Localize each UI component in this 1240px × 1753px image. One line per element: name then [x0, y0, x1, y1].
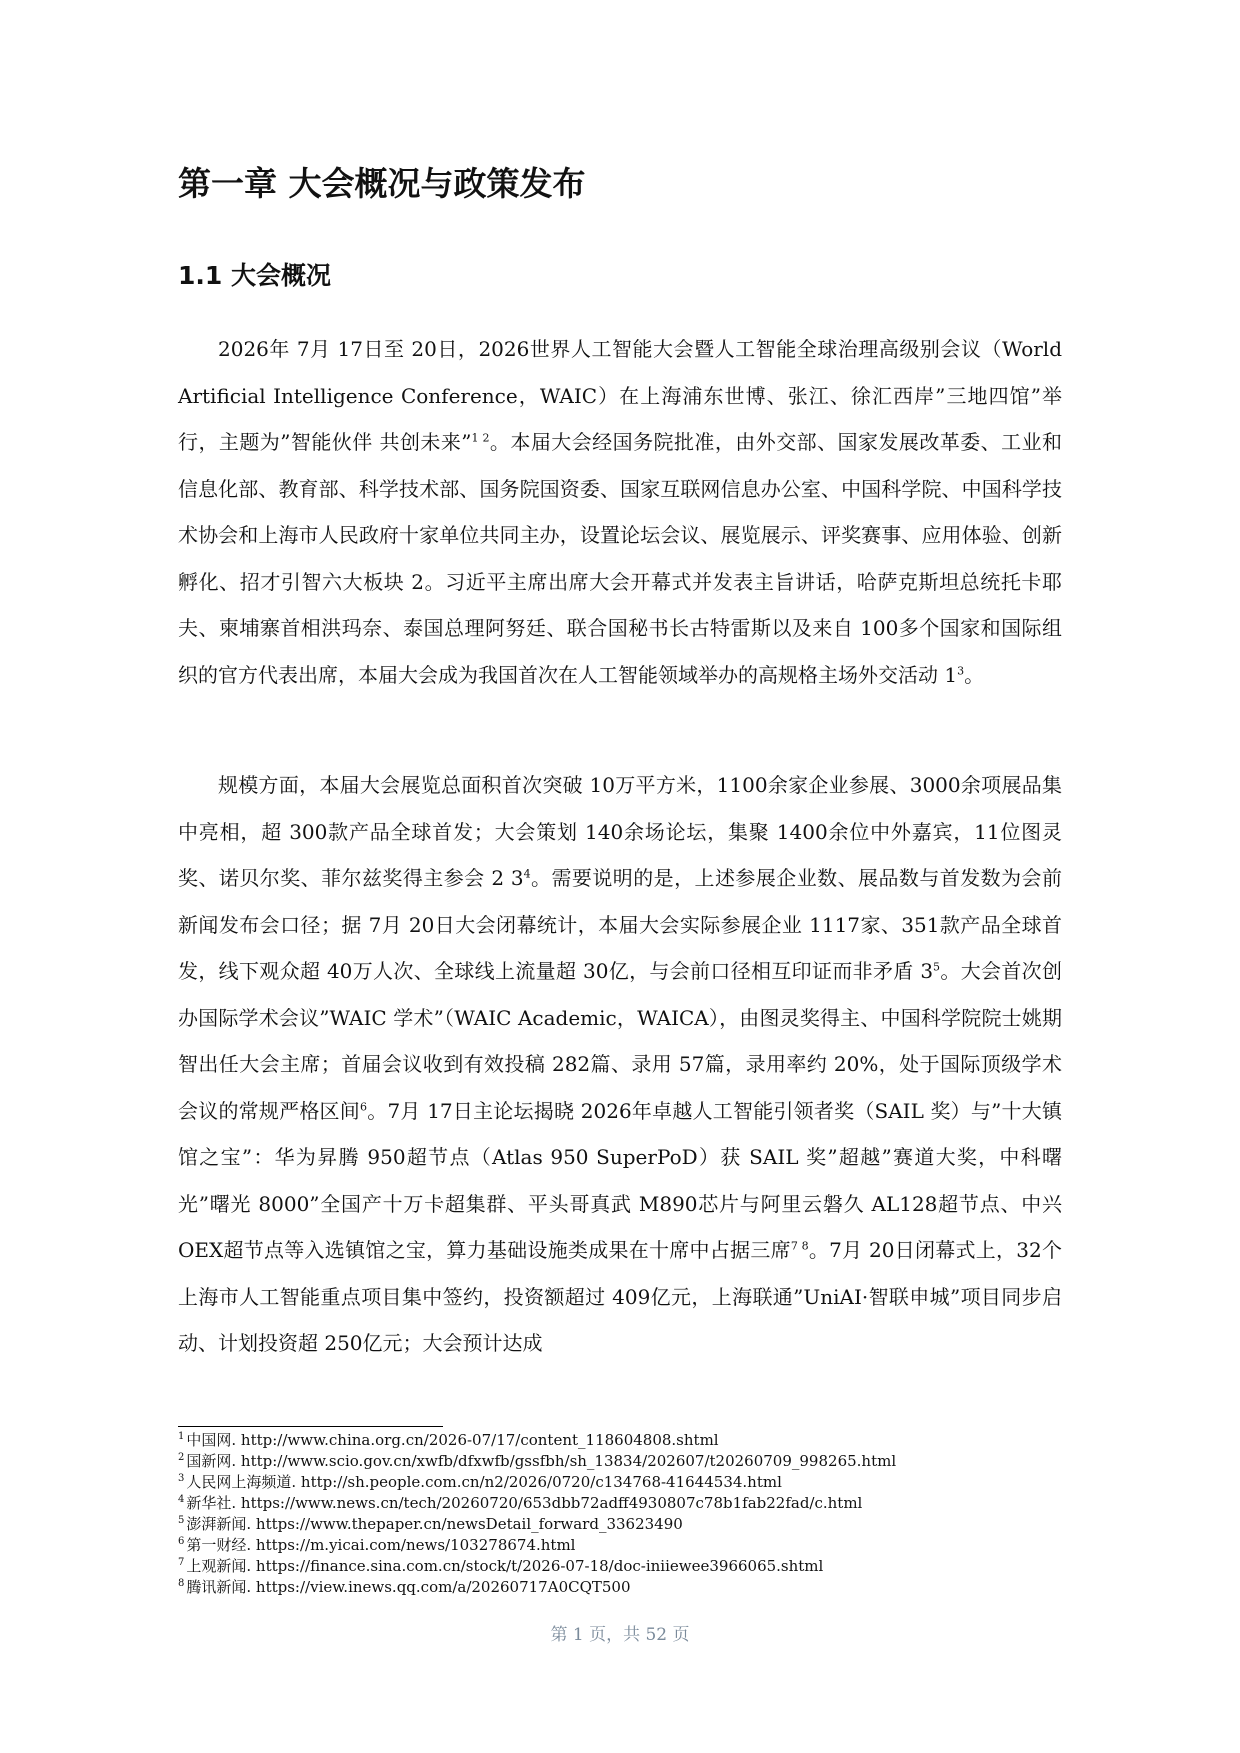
footnote-item [178, 1430, 1062, 1451]
footnote-text[interactable]: 腾讯新闻. https://view.inews.qq.com/a/20260717A0CQT500 [186, 1578, 631, 1596]
text-run: 。 [964, 662, 985, 687]
section-title: 1.1 大会概况 [178, 261, 331, 290]
page-number: 第 1 页，共 52 页 [550, 1625, 690, 1645]
footnote-text[interactable]: 新华社. https://www.news.cn/tech/20260720/653dbb72adff4930807c78b1fab22fad/c.html [186, 1494, 863, 1512]
footnote-divider [178, 1426, 443, 1427]
text-run: 。需要说明的是，上述参展企业数、展品数与首发数为会前新闻发布会口径；据 7月 20日大会闭幕统计，本届大会实际参展企业 1117家、351款产品全球首发，线下观众超 40万人次、全球线上流量超 30亿，与会前口径相互印证而非矛盾 3 [178, 866, 1062, 983]
footnote-item [178, 1514, 1062, 1535]
citation-marker[interactable]: 6 [360, 1099, 367, 1113]
body-paragraph-2 [178, 762, 1062, 1367]
footnote-number: 7 [178, 1557, 185, 1568]
footnote-item [178, 1535, 1062, 1556]
footnote-number: 5 [178, 1515, 185, 1526]
text-run: 2026年 7月 17日至 20日，2026世界人工智能大会暨人工智能全球治理高级别会议（World Artificial Intelligence Conference，WAIC）在上海浦东世博、张江、徐汇西岸”三地四馆”举行，主题为”智能伙伴 共创未来” [178, 337, 1062, 454]
citation-marker[interactable]: 7 8 [790, 1239, 809, 1253]
footnote-number: 3 [178, 1473, 185, 1484]
footnote-text[interactable]: 人民网上海频道. http://sh.people.com.cn/n2/2026/0720/c134768-41644534.html [186, 1473, 782, 1491]
footnote-item [178, 1472, 1062, 1493]
footnote-number: 6 [178, 1536, 185, 1547]
footnote-text[interactable]: 澎湃新闻. https://www.thepaper.cn/newsDetail_forward_33623490 [186, 1515, 683, 1533]
text-run: 规模方面，本届大会展览总面积首次突破 10万平方米，1100余家企业参展、3000余项展品集中亮相，超 300款产品全球首发；大会策划 140余场论坛，集聚 1400余位中外嘉宾，11位图灵奖、诺贝尔奖、菲尔兹奖得主参会 2 3 [178, 773, 1062, 890]
footnote-number: 4 [178, 1494, 185, 1505]
citation-marker[interactable]: 4 [523, 867, 531, 881]
footnote-item [178, 1493, 1062, 1514]
body-paragraph-1 [178, 326, 1062, 698]
footnote-number: 8 [178, 1578, 185, 1589]
footnote-number: 1 [178, 1431, 185, 1442]
citation-marker[interactable]: 5 [933, 960, 941, 974]
text-run: 。7月 20日闭幕式上，32个上海市人工智能重点项目集中签约，投资额超过 409亿元，上海联通”UniAI·智联申城”项目同步启动、计划投资超 250亿元；大会预计达成 [178, 1238, 1063, 1355]
citation-marker[interactable]: 1 2 [471, 431, 490, 445]
text-run: 。大会首次创办国际学术会议”WAIC 学术”（WAIC Academic，WAICA），由图灵奖得主、中国科学院院士姚期智出任大会主席；首届会议收到有效投稿 282篇、录用 57篇，录用率约 20%，处于国际顶级学术会议的常规严格区间 [178, 959, 1062, 1123]
text-run: 。7月 17日主论坛揭晓 2026年卓越人工智能引领者奖（SAIL 奖）与”十大镇馆之宝”：华为昇腾 950超节点（Atlas 950 SuperPoD）获 SAIL 奖”超越”赛道大奖，中科曙光”曙光 8000”全国产十万卡超集群、平头哥真武 M890芯片与阿里云磐久 AL128超节点、中兴 OEX超节点等入选镇馆之宝，算力基础设施类成果在十席中占据三席 [178, 1098, 1062, 1262]
footnote-text[interactable]: 国新网. http://www.scio.gov.cn/xwfb/dfxwfb/gssfbh/sh_13834/202607/t20260709_998265.html [186, 1452, 897, 1470]
chapter-title: 第一章 大会概况与政策发布 [178, 164, 586, 203]
footnote-item [178, 1451, 1062, 1472]
footnote-list [178, 1430, 1062, 1598]
footnote-item [178, 1556, 1062, 1577]
text-run: 。本届大会经国务院批准，由外交部、国家发展改革委、工业和信息化部、教育部、科学技术部、国务院国资委、国家互联网信息办公室、中国科学院、中国科学技术协会和上海市人民政府十家单位共同主办，设置论坛会议、展览展示、评奖赛事、应用体验、创新孵化、招才引智六大板块 2。习近平主席出席大会开幕式并发表主旨讲话，哈萨克斯坦总统托卡耶夫、柬埔寨首相洪玛奈、泰国总理阿努廷、联合国秘书长古特雷斯以及来自 100多个国家和国际组织的官方代表出席，本届大会成为我国首次在人工智能领域举办的高规格主场外交活动 1 [178, 430, 1063, 687]
footnote-text[interactable]: 第一财经. https://m.yicai.com/news/103278674.html [186, 1536, 576, 1554]
citation-marker[interactable]: 3 [957, 663, 965, 677]
footnote-item [178, 1577, 1062, 1598]
footnote-text[interactable]: 上观新闻. https://finance.sina.com.cn/stock/t/2026-07-18/doc-iniiewee3966065.shtml [186, 1557, 824, 1575]
footnote-text[interactable]: 中国网. http://www.china.org.cn/2026-07/17/content_118604808.shtml [186, 1431, 719, 1449]
footnote-number: 2 [178, 1452, 185, 1463]
